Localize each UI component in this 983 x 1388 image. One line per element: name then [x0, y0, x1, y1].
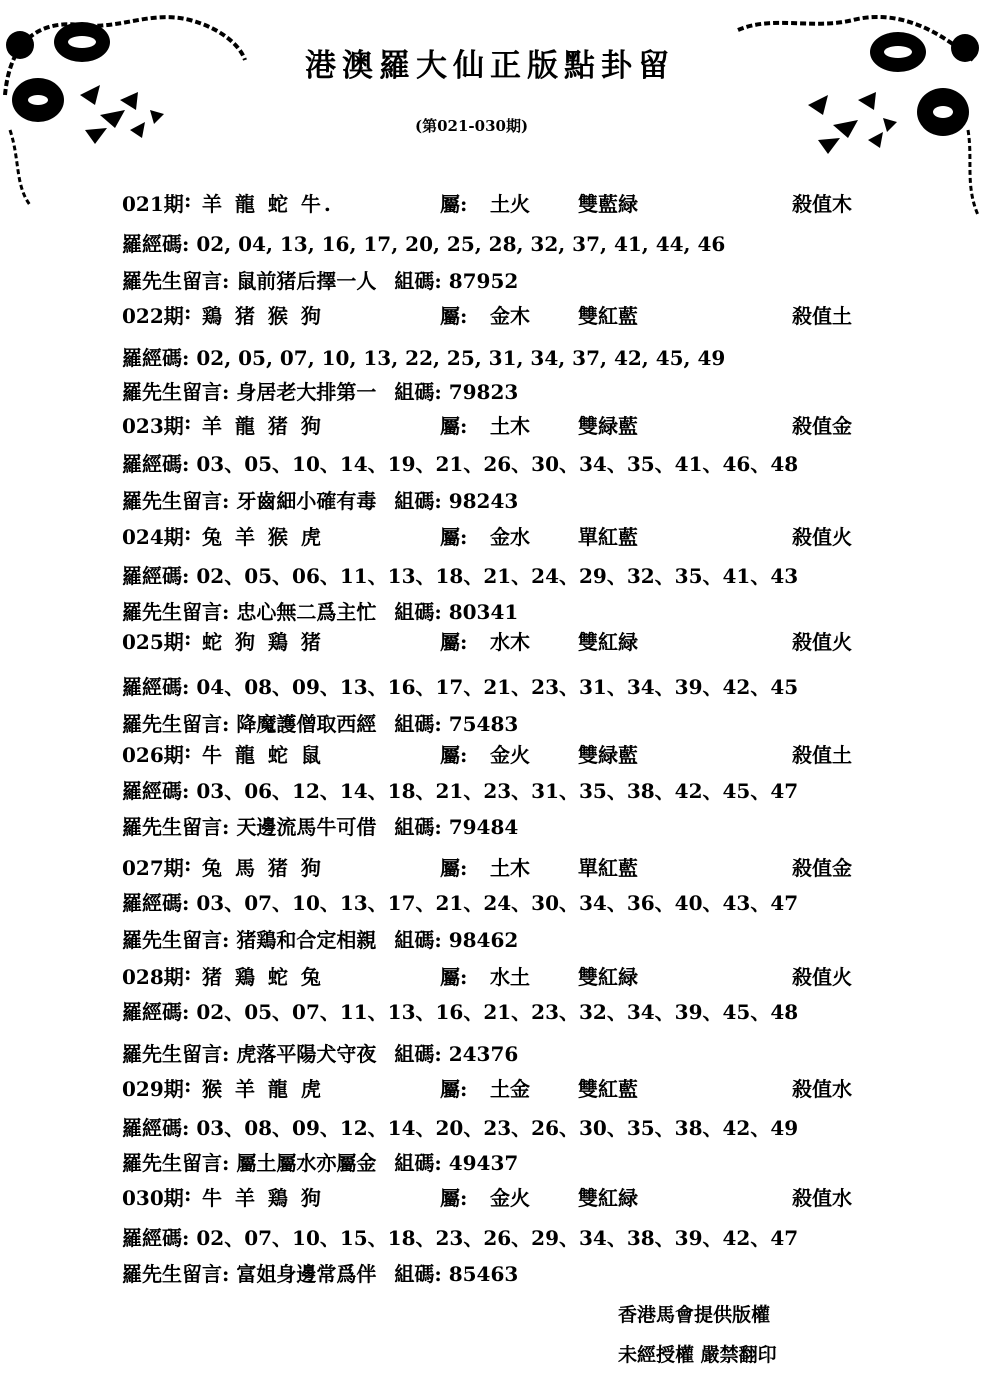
period-group: 75483 — [448, 712, 519, 736]
period-wave: 雙紅緑 — [578, 1186, 638, 1210]
numbers-label: 羅經碼: — [122, 452, 190, 476]
period-label: 025期 — [122, 630, 184, 654]
group-label: 組碼: — [394, 712, 442, 736]
period-wave: 雙紅藍 — [578, 304, 638, 328]
period-header-row — [122, 1182, 882, 1214]
period-numbers: 02, 05, 07, 10, 13, 22, 25, 31, 34, 37, 42, 45, 49 — [196, 346, 726, 370]
numbers-label: 羅經碼: — [122, 779, 190, 803]
message-row — [122, 924, 518, 953]
period-label: 022期 — [122, 304, 184, 328]
period-wave: 雙紅藍 — [578, 1077, 638, 1101]
period-header-row — [122, 521, 882, 553]
numbers-row — [122, 1112, 798, 1141]
period-header-row — [122, 852, 882, 884]
numbers-row — [122, 1222, 798, 1251]
message-label: 羅先生留言: — [122, 712, 230, 736]
shu-label: 屬: — [440, 965, 468, 989]
period-kill: 殺值水 — [792, 1186, 852, 1210]
period-animals: 猴 羊 龍 虎 — [202, 1077, 324, 1101]
period-group: 24376 — [448, 1042, 519, 1066]
period-label: 023期 — [122, 414, 184, 438]
period-header-row — [122, 739, 882, 771]
period-numbers: 03、06、12、14、18、21、23、31、35、38、42、45、47 — [196, 779, 799, 803]
period-shu: 金火 — [490, 1186, 530, 1210]
period-animals: 兔 羊 猴 虎 — [202, 525, 324, 549]
period-colon: : — [184, 626, 192, 650]
period-group: 87952 — [448, 269, 519, 293]
period-animals: 猪 鶏 蛇 兔 — [202, 965, 324, 989]
period-header-row — [122, 961, 882, 993]
period-wave: 雙緑藍 — [578, 414, 638, 438]
group-label: 組碼: — [394, 269, 442, 293]
period-colon: : — [184, 1073, 192, 1097]
period-kill: 殺值金 — [792, 414, 852, 438]
numbers-label: 羅經碼: — [122, 564, 190, 588]
period-animals: 蛇 狗 鶏 猪 — [202, 630, 324, 654]
period-numbers: 02, 04, 13, 16, 17, 20, 25, 28, 32, 37, 41, 44, 46 — [196, 232, 726, 256]
period-wave: 雙紅緑 — [578, 630, 638, 654]
period-group: 79484 — [448, 815, 519, 839]
copyright-line: 香港馬會提供版權 — [618, 1304, 771, 1326]
page-title: 港澳羅大仙正版點卦留 — [305, 48, 675, 84]
period-animals: 牛 羊 鶏 狗 — [202, 1186, 324, 1210]
numbers-row — [122, 775, 798, 804]
period-label: 030期 — [122, 1186, 184, 1210]
period-numbers: 02、07、10、15、18、23、26、29、34、38、39、42、47 — [196, 1226, 799, 1250]
period-shu: 水土 — [490, 965, 530, 989]
period-group: 80341 — [448, 600, 519, 624]
period-colon: : — [184, 1182, 192, 1206]
period-message: 降魔護僧取西經 — [236, 712, 377, 736]
period-label: 024期 — [122, 525, 184, 549]
page-subtitle: (第021-030期) — [415, 117, 529, 135]
period-kill: 殺值土 — [792, 743, 852, 767]
period-colon: : — [184, 521, 192, 545]
period-kill: 殺值火 — [792, 525, 852, 549]
shu-label: 屬: — [440, 856, 468, 880]
message-label: 羅先生留言: — [122, 1042, 230, 1066]
message-row — [122, 1038, 518, 1067]
period-numbers: 02、05、06、11、13、18、21、24、29、32、35、41、43 — [196, 564, 799, 588]
numbers-row — [122, 887, 798, 916]
period-message: 忠心無二爲主忙 — [236, 600, 377, 624]
period-wave: 單紅藍 — [578, 525, 638, 549]
period-group: 79823 — [448, 380, 519, 404]
period-kill: 殺值火 — [792, 965, 852, 989]
message-row — [122, 811, 518, 840]
group-label: 組碼: — [394, 1151, 442, 1175]
shu-label: 屬: — [440, 304, 468, 328]
period-message: 虎落平陽犬守夜 — [236, 1042, 377, 1066]
shu-label: 屬: — [440, 525, 468, 549]
period-label: 028期 — [122, 965, 184, 989]
period-shu: 金火 — [490, 743, 530, 767]
period-message: 身居老大排第一 — [236, 380, 377, 404]
group-label: 組碼: — [394, 928, 442, 952]
group-label: 組碼: — [394, 489, 442, 513]
period-animals: 牛 龍 蛇 鼠 — [202, 743, 324, 767]
shu-label: 屬: — [440, 743, 468, 767]
period-label: 029期 — [122, 1077, 184, 1101]
message-label: 羅先生留言: — [122, 269, 230, 293]
period-kill: 殺值木 — [792, 192, 852, 216]
message-row — [122, 708, 518, 737]
period-kill: 殺值金 — [792, 856, 852, 880]
period-colon: : — [184, 300, 192, 324]
period-shu: 金水 — [490, 525, 530, 549]
numbers-label: 羅經碼: — [122, 1226, 190, 1250]
period-label: 027期 — [122, 856, 184, 880]
message-label: 羅先生留言: — [122, 489, 230, 513]
period-label: 026期 — [122, 743, 184, 767]
message-label: 羅先生留言: — [122, 1151, 230, 1175]
period-kill: 殺值土 — [792, 304, 852, 328]
period-shu: 水木 — [490, 630, 530, 654]
period-wave: 雙藍緑 — [578, 192, 638, 216]
period-group: 98462 — [448, 928, 519, 952]
period-message: 天邊流馬牛可借 — [236, 815, 377, 839]
shu-label: 屬: — [440, 1186, 468, 1210]
numbers-row — [122, 671, 798, 700]
numbers-label: 羅經碼: — [122, 891, 190, 915]
period-wave: 雙紅緑 — [578, 965, 638, 989]
group-label: 組碼: — [394, 380, 442, 404]
period-message: 牙齒細小確有毒 — [236, 489, 377, 513]
period-numbers: 04、08、09、13、16、17、21、23、31、34、39、42、45 — [196, 675, 799, 699]
message-label: 羅先生留言: — [122, 815, 230, 839]
group-label: 組碼: — [394, 1042, 442, 1066]
period-label: 021期 — [122, 192, 184, 216]
period-shu: 土木 — [490, 414, 530, 438]
shu-label: 屬: — [440, 414, 468, 438]
period-kill: 殺值水 — [792, 1077, 852, 1101]
group-label: 組碼: — [394, 600, 442, 624]
message-label: 羅先生留言: — [122, 600, 230, 624]
period-message: 富姐身邊常爲伴 — [236, 1262, 377, 1286]
period-shu: 土火 — [490, 192, 530, 216]
message-row — [122, 1147, 518, 1176]
numbers-row — [122, 228, 725, 257]
period-wave: 雙緑藍 — [578, 743, 638, 767]
numbers-label: 羅經碼: — [122, 346, 190, 370]
message-label: 羅先生留言: — [122, 380, 230, 404]
period-colon: : — [184, 961, 192, 985]
group-label: 組碼: — [394, 1262, 442, 1286]
period-header-row — [122, 626, 882, 658]
period-numbers: 03、08、09、12、14、20、23、26、30、35、38、42、49 — [196, 1116, 799, 1140]
group-label: 組碼: — [394, 815, 442, 839]
period-animals: 鶏 猪 猴 狗 — [202, 304, 324, 328]
period-animals: 羊 龍 蛇 牛. — [202, 192, 334, 216]
period-shu: 金木 — [490, 304, 530, 328]
numbers-row — [122, 996, 798, 1025]
period-header-row — [122, 1073, 882, 1105]
period-colon: : — [184, 852, 192, 876]
period-group: 85463 — [448, 1262, 519, 1286]
period-numbers: 03、05、10、14、19、21、26、30、34、35、41、46、48 — [196, 452, 799, 476]
numbers-row — [122, 448, 798, 477]
period-shu: 土木 — [490, 856, 530, 880]
numbers-label: 羅經碼: — [122, 675, 190, 699]
copyright-warning: 未經授權 嚴禁翻印 — [618, 1344, 777, 1366]
period-group: 49437 — [448, 1151, 519, 1175]
message-row — [122, 376, 518, 405]
numbers-row — [122, 342, 725, 371]
period-group: 98243 — [448, 489, 519, 513]
message-row — [122, 1258, 518, 1287]
period-numbers: 02、05、07、11、13、16、21、23、32、34、39、45、48 — [196, 1000, 799, 1024]
period-kill: 殺值火 — [792, 630, 852, 654]
message-label: 羅先生留言: — [122, 1262, 230, 1286]
period-message: 屬土屬水亦屬金 — [236, 1151, 377, 1175]
shu-label: 屬: — [440, 1077, 468, 1101]
period-message: 鼠前猪后擇一人 — [236, 269, 377, 293]
period-header-row — [122, 410, 882, 442]
numbers-row — [122, 560, 798, 589]
period-message: 猪鶏和合定相親 — [236, 928, 377, 952]
shu-label: 屬: — [440, 192, 468, 216]
numbers-label: 羅經碼: — [122, 232, 190, 256]
period-colon: : — [184, 739, 192, 763]
period-header-row — [122, 300, 882, 332]
message-row — [122, 265, 518, 294]
numbers-label: 羅經碼: — [122, 1000, 190, 1024]
message-row — [122, 485, 518, 514]
period-wave: 單紅藍 — [578, 856, 638, 880]
period-shu: 土金 — [490, 1077, 530, 1101]
period-header-row — [122, 188, 882, 220]
period-colon: : — [184, 188, 192, 212]
period-animals: 羊 龍 猪 狗 — [202, 414, 324, 438]
shu-label: 屬: — [440, 630, 468, 654]
period-colon: : — [184, 410, 192, 434]
period-numbers: 03、07、10、13、17、21、24、30、34、36、40、43、47 — [196, 891, 799, 915]
period-animals: 兔 馬 猪 狗 — [202, 856, 324, 880]
numbers-label: 羅經碼: — [122, 1116, 190, 1140]
message-label: 羅先生留言: — [122, 928, 230, 952]
message-row — [122, 596, 518, 625]
